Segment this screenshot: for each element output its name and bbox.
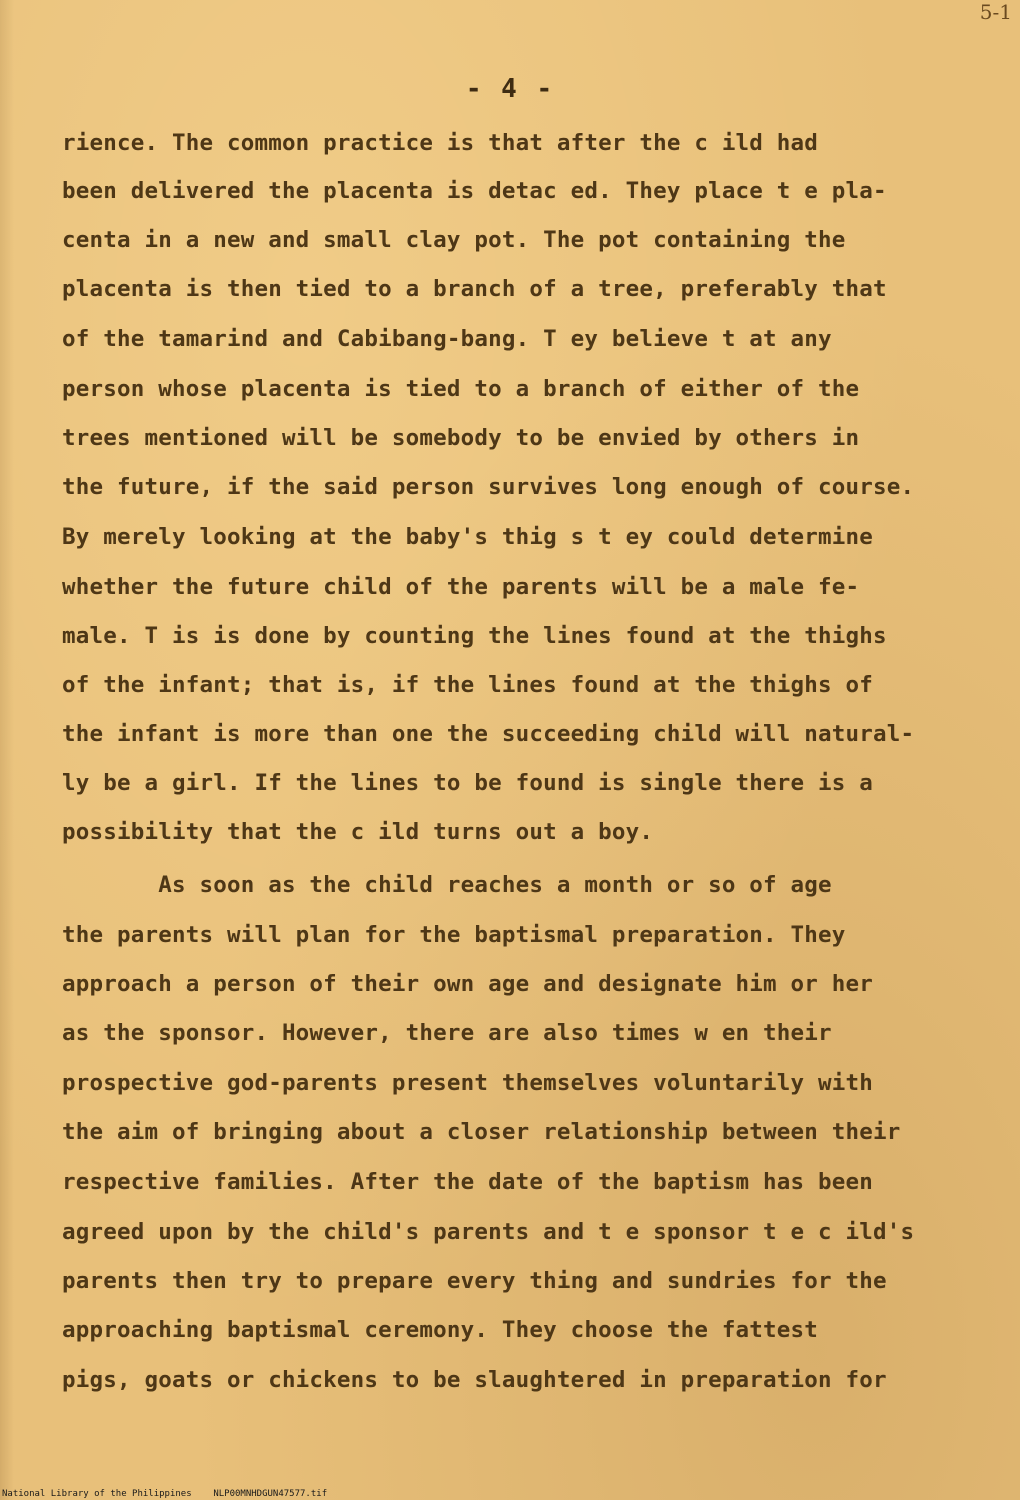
text-line: male. T is is done by counting the lines found at the thighs bbox=[62, 623, 887, 649]
text-line: of the tamarind and Cabibang-bang. T ey believe t at any bbox=[62, 326, 832, 352]
text-line: whether the future child of the parents will be a male fe- bbox=[62, 574, 860, 600]
text-line: As soon as the child reaches a month or so of age bbox=[62, 872, 832, 898]
corner-mark: 5-1 bbox=[979, 0, 1012, 24]
text-line: person whose placenta is tied to a branch of either of the bbox=[62, 376, 860, 402]
text-line: respective families. After the date of the baptism has been bbox=[62, 1169, 874, 1195]
text-line: as the sponsor. However, there are also times w en their bbox=[62, 1020, 832, 1046]
page-number: - 4 - bbox=[465, 74, 555, 104]
text-line: placenta is then tied to a branch of a tree, preferably that bbox=[62, 276, 887, 302]
text-line: the infant is more than one the succeeding child will natural- bbox=[62, 721, 915, 747]
text-line: the future, if the said person survives long enough of course. bbox=[62, 474, 915, 500]
text-line: prospective god-parents present themselves voluntarily with bbox=[62, 1070, 874, 1096]
text-line: agreed upon by the child's parents and t e sponsor t e c ild's bbox=[62, 1219, 915, 1245]
text-line: ly be a girl. If the lines to be found is single there is a bbox=[62, 770, 874, 796]
text-line: rience. The common practice is that after the c ild had bbox=[62, 130, 819, 156]
text-line: parents then try to prepare every thing and sundries for the bbox=[62, 1268, 887, 1294]
text-line: the parents will plan for the baptismal preparation. They bbox=[62, 922, 846, 948]
text-line: By merely looking at the baby's thig s t ey could determine bbox=[62, 524, 874, 550]
text-line: pigs, goats or chickens to be slaughtered in preparation for bbox=[62, 1367, 887, 1393]
text-line: approaching baptismal ceremony. They choose the fattest bbox=[62, 1317, 819, 1343]
archive-source-footer: National Library of the Philippines NLP00MNHDGUN47577.tif bbox=[2, 1489, 328, 1499]
text-line: of the infant; that is, if the lines found at the thighs of bbox=[62, 672, 874, 698]
text-line: centa in a new and small clay pot. The pot containing the bbox=[62, 227, 846, 253]
text-line: the aim of bringing about a closer relationship between their bbox=[62, 1119, 901, 1145]
text-line: trees mentioned will be somebody to be envied by others in bbox=[62, 425, 860, 451]
text-line: approach a person of their own age and designate him or her bbox=[62, 971, 874, 997]
text-line: been delivered the placenta is detac ed. They place t e pla- bbox=[62, 178, 887, 204]
text-line: possibility that the c ild turns out a boy. bbox=[62, 819, 654, 845]
